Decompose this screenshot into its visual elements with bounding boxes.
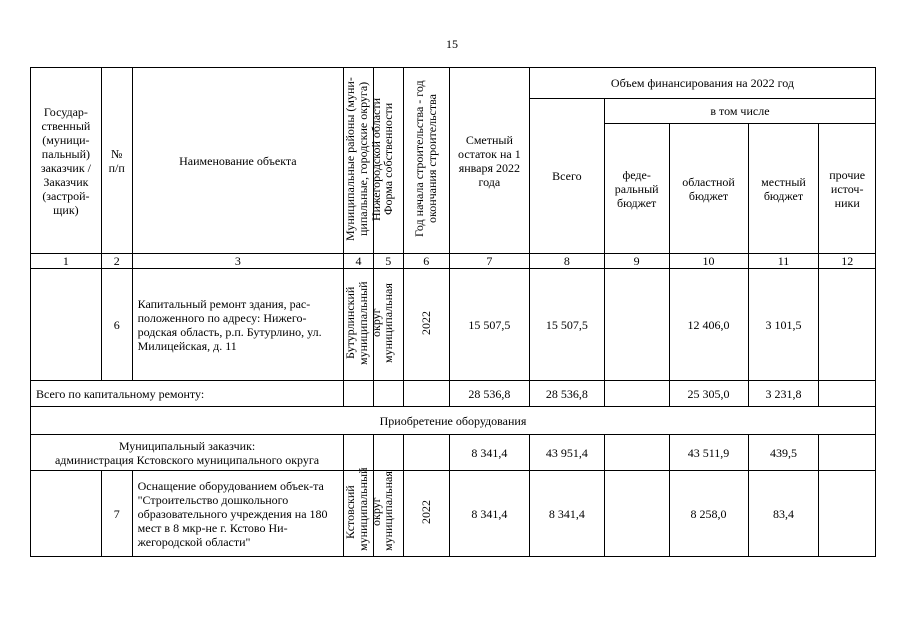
regional: 8 258,0 [669, 471, 748, 557]
year: 2022 [418, 311, 433, 335]
header-financing: Объем финансирования на 2022 год [529, 68, 875, 99]
federal [604, 381, 669, 407]
header-districts: Муниципальные районы (муни-ципальные, городские округа) Нижегородской области [343, 77, 384, 241]
header-ownership: Форма собственности [380, 102, 395, 216]
total: 8 341,4 [529, 471, 604, 557]
local: 3 231,8 [748, 381, 819, 407]
object-name: Оснащение оборудованием объек-та "Строительство дошкольного образовательного учреждения на 180 мест в 8 мкр-не г. Кстово Ни-жегородской области" [132, 471, 343, 557]
local: 83,4 [748, 471, 819, 557]
object-name: Капитальный ремонт здания, рас-положенного по адресу: Нижего-родская область, р.п. Бутурлино, ул. Милицейская, д. 11 [132, 269, 343, 381]
table-row-item-7 [31, 471, 876, 557]
header-local: местный бюджет [748, 124, 819, 254]
estimate: 8 341,4 [449, 435, 529, 471]
regional: 43 511,9 [669, 435, 748, 471]
column-number: 10 [669, 254, 748, 269]
total: 28 536,8 [529, 381, 604, 407]
district: Кстовский муниципальный округ [343, 467, 384, 551]
federal [604, 471, 669, 557]
year: 2022 [418, 500, 433, 524]
customer-label-line1: Муниципальный заказчик: [118, 438, 256, 453]
header-object-name: Наименование объекта [132, 68, 343, 254]
other [819, 471, 876, 557]
estimate: 8 341,4 [449, 471, 529, 557]
row-number: 7 [101, 471, 132, 557]
total: 15 507,5 [529, 269, 604, 381]
page-number: 15 [446, 37, 458, 51]
column-number: 9 [604, 254, 669, 269]
column-number: 8 [529, 254, 604, 269]
column-number: 7 [449, 254, 529, 269]
regional: 12 406,0 [669, 269, 748, 381]
header-regional: областной бюджет [669, 124, 748, 254]
header-years: Год начала строительства - год окончания строительства [412, 80, 440, 238]
column-number: 2 [101, 254, 132, 269]
other [819, 269, 876, 381]
local: 3 101,5 [748, 269, 819, 381]
regional: 25 305,0 [669, 381, 748, 407]
section-header-row [31, 407, 876, 435]
column-number: 3 [132, 254, 343, 269]
ownership: муниципальная [380, 471, 395, 551]
federal [604, 435, 669, 471]
ownership: муниципальная [380, 283, 395, 363]
customer-label-line2: администрация Кстовского муниципального округа [54, 452, 320, 467]
column-number: 12 [819, 254, 876, 269]
column-number: 11 [748, 254, 819, 269]
other [819, 381, 876, 407]
capital-total-label: Всего по капитальному ремонту: [31, 381, 344, 407]
column-numbers-row [31, 254, 876, 269]
financing-table [30, 67, 876, 557]
local: 439,5 [748, 435, 819, 471]
header-federal: феде-ральный бюджет [604, 124, 669, 254]
column-number: 4 [344, 254, 374, 269]
estimate: 15 507,5 [449, 269, 529, 381]
federal [604, 269, 669, 381]
other [819, 435, 876, 471]
header-estimate: Сметный остаток на 1 января 2022 года [449, 68, 529, 254]
total: 43 951,4 [529, 435, 604, 471]
table-row-customer-kstovo [31, 435, 876, 471]
header-total: Всего [529, 99, 604, 254]
column-number: 5 [373, 254, 403, 269]
header-number: № п/п [101, 68, 132, 254]
header-customer: Государ-ственный (муници-пальный) заказчик / Заказчик (застрой-щик) [31, 68, 102, 254]
section-title: Приобретение оборудования [31, 407, 876, 435]
column-number: 1 [31, 254, 102, 269]
table-row-capital-total [31, 381, 876, 407]
district: Бутурлинский муниципальный округ [343, 281, 384, 365]
estimate: 28 536,8 [449, 381, 529, 407]
header-including: в том числе [604, 99, 875, 124]
column-number: 6 [403, 254, 449, 269]
table-row-item-6 [31, 269, 876, 381]
header-other: прочие источ-ники [819, 124, 876, 254]
row-number: 6 [101, 269, 132, 381]
customer-label [31, 435, 344, 471]
